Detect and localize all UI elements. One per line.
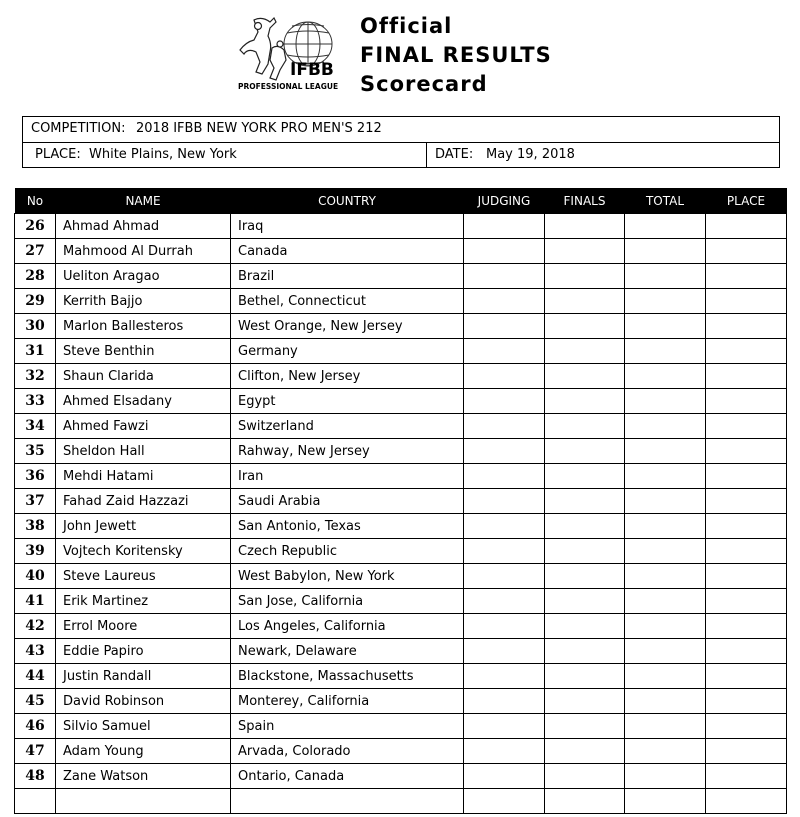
place-cell xyxy=(706,314,787,339)
competitor-number: 41 xyxy=(15,589,56,614)
finals-score-cell xyxy=(545,639,625,664)
table-row xyxy=(15,614,787,639)
judging-score-cell xyxy=(464,389,545,414)
finals-score-cell xyxy=(545,289,625,314)
total-score-cell xyxy=(625,614,706,639)
total-score-cell xyxy=(625,714,706,739)
table-row xyxy=(15,214,787,239)
competitor-number: 45 xyxy=(15,689,56,714)
finals-score-cell xyxy=(545,339,625,364)
total-score-cell xyxy=(625,564,706,589)
competitor-country: West Orange, New Jersey xyxy=(231,314,464,339)
place-cell xyxy=(706,789,787,814)
table-header-row xyxy=(15,188,787,214)
finals-score-cell xyxy=(545,264,625,289)
finals-score-cell xyxy=(545,514,625,539)
competitor-number: 40 xyxy=(15,564,56,589)
table-row xyxy=(15,764,787,789)
total-score-cell xyxy=(625,489,706,514)
competition-value: 2018 IFBB NEW YORK PRO MEN'S 212 xyxy=(136,121,382,136)
total-score-cell xyxy=(625,664,706,689)
table-row xyxy=(15,314,787,339)
column-header-total: TOTAL xyxy=(625,188,706,214)
judging-score-cell xyxy=(464,439,545,464)
table-row xyxy=(15,789,787,814)
table-row xyxy=(15,714,787,739)
competitor-name: Fahad Zaid Hazzazi xyxy=(56,489,231,514)
total-score-cell xyxy=(625,739,706,764)
table-row xyxy=(15,414,787,439)
ifbb-logo xyxy=(234,14,348,94)
competitor-country: Brazil xyxy=(231,264,464,289)
place-cell xyxy=(706,389,787,414)
competitor-number: 48 xyxy=(15,764,56,789)
column-header-name: NAME xyxy=(56,188,231,214)
competitor-name: Adam Young xyxy=(56,739,231,764)
place-cell xyxy=(706,239,787,264)
judging-score-cell xyxy=(464,664,545,689)
competitor-number: 31 xyxy=(15,339,56,364)
finals-score-cell xyxy=(545,439,625,464)
table-row xyxy=(15,464,787,489)
competitor-country xyxy=(231,789,464,814)
competition-label: COMPETITION: xyxy=(31,121,126,136)
judging-score-cell xyxy=(464,689,545,714)
place-cell xyxy=(706,614,787,639)
total-score-cell xyxy=(625,589,706,614)
competitor-name: Steve Laureus xyxy=(56,564,231,589)
competitor-country: Czech Republic xyxy=(231,539,464,564)
competitor-name: John Jewett xyxy=(56,514,231,539)
competitor-number: 43 xyxy=(15,639,56,664)
results-table xyxy=(14,188,787,814)
competitor-country: Blackstone, Massachusetts xyxy=(231,664,464,689)
total-score-cell xyxy=(625,214,706,239)
judging-score-cell xyxy=(464,314,545,339)
finals-score-cell xyxy=(545,414,625,439)
judging-score-cell xyxy=(464,339,545,364)
table-row xyxy=(15,339,787,364)
date-label: DATE: xyxy=(435,147,474,162)
table-row xyxy=(15,364,787,389)
judging-score-cell xyxy=(464,589,545,614)
table-row xyxy=(15,539,787,564)
place-cell xyxy=(706,714,787,739)
finals-score-cell xyxy=(545,364,625,389)
table-row xyxy=(15,514,787,539)
table-row xyxy=(15,389,787,414)
competitor-name: Silvio Samuel xyxy=(56,714,231,739)
competitor-name: Ahmad Ahmad xyxy=(56,214,231,239)
column-header-country: COUNTRY xyxy=(231,188,464,214)
competitor-country: Los Angeles, California xyxy=(231,614,464,639)
place-cell xyxy=(706,339,787,364)
total-score-cell xyxy=(625,764,706,789)
competitor-country: Bethel, Connecticut xyxy=(231,289,464,314)
judging-score-cell xyxy=(464,214,545,239)
finals-score-cell xyxy=(545,239,625,264)
judging-score-cell xyxy=(464,239,545,264)
logo-ifbb-text: IFBB xyxy=(290,60,334,80)
competitor-number: 26 xyxy=(15,214,56,239)
date-value: May 19, 2018 xyxy=(486,147,575,162)
judging-score-cell xyxy=(464,464,545,489)
total-score-cell xyxy=(625,314,706,339)
competitor-number xyxy=(15,789,56,814)
judging-score-cell xyxy=(464,714,545,739)
competitor-name: Sheldon Hall xyxy=(56,439,231,464)
total-score-cell xyxy=(625,389,706,414)
judging-score-cell xyxy=(464,739,545,764)
place-value: White Plains, New York xyxy=(89,147,237,162)
finals-score-cell xyxy=(545,739,625,764)
competitor-country: Spain xyxy=(231,714,464,739)
competition-info-box xyxy=(22,116,780,168)
competitor-name: Zane Watson xyxy=(56,764,231,789)
competitor-number: 30 xyxy=(15,314,56,339)
total-score-cell xyxy=(625,639,706,664)
finals-score-cell xyxy=(545,589,625,614)
competitor-name: Mehdi Hatami xyxy=(56,464,231,489)
info-divider xyxy=(426,143,427,167)
place-date-row xyxy=(23,143,779,167)
competitor-number: 44 xyxy=(15,664,56,689)
competitor-country: Saudi Arabia xyxy=(231,489,464,514)
competitor-name: Ahmed Elsadany xyxy=(56,389,231,414)
competitor-number: 33 xyxy=(15,389,56,414)
place-cell xyxy=(706,764,787,789)
place-cell xyxy=(706,489,787,514)
finals-score-cell xyxy=(545,389,625,414)
place-cell xyxy=(706,289,787,314)
competitor-name: Vojtech Koritensky xyxy=(56,539,231,564)
table-row xyxy=(15,739,787,764)
judging-score-cell xyxy=(464,539,545,564)
table-row xyxy=(15,289,787,314)
finals-score-cell xyxy=(545,714,625,739)
competitor-name: Steve Benthin xyxy=(56,339,231,364)
table-row xyxy=(15,589,787,614)
table-row xyxy=(15,564,787,589)
title-line-1: Official xyxy=(360,14,453,38)
judging-score-cell xyxy=(464,364,545,389)
judging-score-cell xyxy=(464,789,545,814)
competitor-country: Monterey, California xyxy=(231,689,464,714)
finals-score-cell xyxy=(545,614,625,639)
place-cell xyxy=(706,264,787,289)
logo-subtext: PROFESSIONAL LEAGUE xyxy=(238,82,339,91)
total-score-cell xyxy=(625,439,706,464)
finals-score-cell xyxy=(545,314,625,339)
competitor-country: San Jose, California xyxy=(231,589,464,614)
competitor-number: 36 xyxy=(15,464,56,489)
place-cell xyxy=(706,414,787,439)
total-score-cell xyxy=(625,414,706,439)
total-score-cell xyxy=(625,539,706,564)
competitor-country: Iran xyxy=(231,464,464,489)
place-label: PLACE: xyxy=(35,147,81,162)
judging-score-cell xyxy=(464,639,545,664)
competitor-country: Ontario, Canada xyxy=(231,764,464,789)
place-cell xyxy=(706,739,787,764)
competitor-country: San Antonio, Texas xyxy=(231,514,464,539)
competition-row xyxy=(23,117,779,143)
place-cell xyxy=(706,564,787,589)
table-row xyxy=(15,489,787,514)
column-header-no: No xyxy=(15,188,56,214)
competitor-number: 46 xyxy=(15,714,56,739)
competitor-country: Canada xyxy=(231,239,464,264)
title-line-2: FINAL RESULTS xyxy=(360,43,552,67)
table-row xyxy=(15,664,787,689)
place-cell xyxy=(706,539,787,564)
finals-score-cell xyxy=(545,564,625,589)
total-score-cell xyxy=(625,789,706,814)
judging-score-cell xyxy=(464,764,545,789)
table-row xyxy=(15,439,787,464)
finals-score-cell xyxy=(545,689,625,714)
competitor-number: 35 xyxy=(15,439,56,464)
place-cell xyxy=(706,214,787,239)
column-header-finals: FINALS xyxy=(545,188,625,214)
total-score-cell xyxy=(625,289,706,314)
competitor-name: Marlon Ballesteros xyxy=(56,314,231,339)
place-cell xyxy=(706,364,787,389)
competitor-name: Mahmood Al Durrah xyxy=(56,239,231,264)
place-cell xyxy=(706,464,787,489)
competitor-country: Switzerland xyxy=(231,414,464,439)
competitor-number: 37 xyxy=(15,489,56,514)
competitor-number: 28 xyxy=(15,264,56,289)
competitor-number: 29 xyxy=(15,289,56,314)
total-score-cell xyxy=(625,464,706,489)
judging-score-cell xyxy=(464,489,545,514)
competitor-country: Germany xyxy=(231,339,464,364)
competitor-country: West Babylon, New York xyxy=(231,564,464,589)
judging-score-cell xyxy=(464,264,545,289)
judging-score-cell xyxy=(464,414,545,439)
competitor-country: Rahway, New Jersey xyxy=(231,439,464,464)
finals-score-cell xyxy=(545,464,625,489)
competitor-name: David Robinson xyxy=(56,689,231,714)
judging-score-cell xyxy=(464,289,545,314)
competitor-country: Iraq xyxy=(231,214,464,239)
total-score-cell xyxy=(625,339,706,364)
judging-score-cell xyxy=(464,514,545,539)
competitor-country: Egypt xyxy=(231,389,464,414)
total-score-cell xyxy=(625,364,706,389)
column-header-judging: JUDGING xyxy=(464,188,545,214)
total-score-cell xyxy=(625,264,706,289)
finals-score-cell xyxy=(545,664,625,689)
finals-score-cell xyxy=(545,764,625,789)
total-score-cell xyxy=(625,514,706,539)
total-score-cell xyxy=(625,239,706,264)
finals-score-cell xyxy=(545,789,625,814)
competitor-country: Newark, Delaware xyxy=(231,639,464,664)
finals-score-cell xyxy=(545,489,625,514)
table-row xyxy=(15,639,787,664)
competitor-name: Ahmed Fawzi xyxy=(56,414,231,439)
judging-score-cell xyxy=(464,564,545,589)
total-score-cell xyxy=(625,689,706,714)
competitor-name: Eddie Papiro xyxy=(56,639,231,664)
place-cell xyxy=(706,664,787,689)
competitor-name: Kerrith Bajjo xyxy=(56,289,231,314)
competitor-number: 47 xyxy=(15,739,56,764)
competitor-number: 38 xyxy=(15,514,56,539)
finals-score-cell xyxy=(545,214,625,239)
table-row xyxy=(15,239,787,264)
competitor-name: Shaun Clarida xyxy=(56,364,231,389)
judging-score-cell xyxy=(464,614,545,639)
competitor-country: Clifton, New Jersey xyxy=(231,364,464,389)
competitor-country: Arvada, Colorado xyxy=(231,739,464,764)
place-cell xyxy=(706,589,787,614)
competitor-number: 39 xyxy=(15,539,56,564)
place-cell xyxy=(706,639,787,664)
table-row xyxy=(15,689,787,714)
column-header-place: PLACE xyxy=(706,188,787,214)
competitor-name: Ueliton Aragao xyxy=(56,264,231,289)
place-cell xyxy=(706,689,787,714)
competitor-number: 32 xyxy=(15,364,56,389)
competitor-name: Erik Martinez xyxy=(56,589,231,614)
competitor-number: 27 xyxy=(15,239,56,264)
document-header xyxy=(234,12,574,96)
competitor-name xyxy=(56,789,231,814)
finals-score-cell xyxy=(545,539,625,564)
document-title xyxy=(360,12,552,99)
table-row xyxy=(15,264,787,289)
competitor-number: 34 xyxy=(15,414,56,439)
competitor-name: Justin Randall xyxy=(56,664,231,689)
title-line-3: Scorecard xyxy=(360,72,488,96)
place-cell xyxy=(706,439,787,464)
competitor-name: Errol Moore xyxy=(56,614,231,639)
competitor-number: 42 xyxy=(15,614,56,639)
place-cell xyxy=(706,514,787,539)
